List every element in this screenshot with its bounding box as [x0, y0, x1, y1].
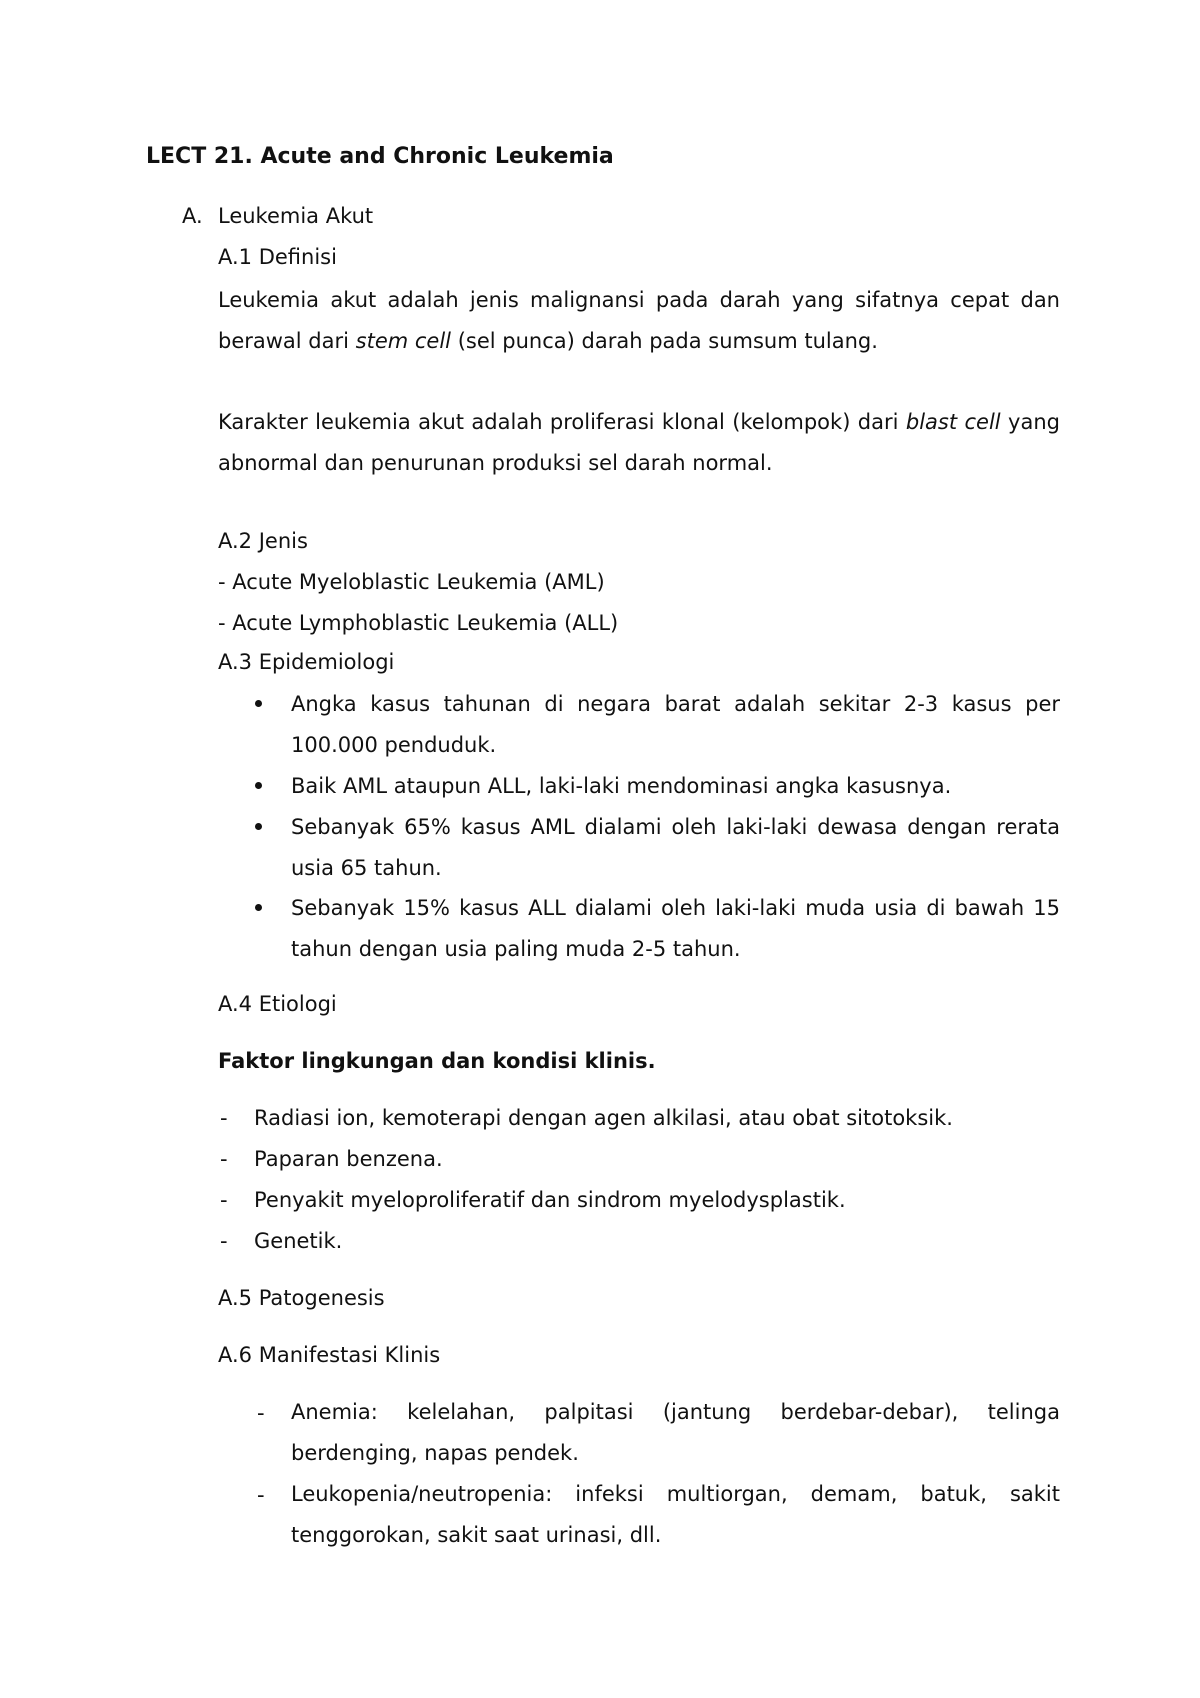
a3-bullet-3: Sebanyak 65% kasus AML dialami oleh laki-laki dewasa dengan rerata usia 65 tahun. — [291, 815, 1060, 880]
a4-item-4: Genetik. — [254, 1229, 343, 1253]
a1-p2-text-end: yang abnormal dan penurunan produksi sel darah normal. — [218, 410, 1060, 475]
a1-p2-italic: blast cell — [905, 410, 1001, 434]
a6-dash-marker: - — [257, 1401, 265, 1425]
a4-subheading: Faktor lingkungan dan kondisi klinis. — [218, 1049, 656, 1073]
a3-bullet-4: Sebanyak 15% kasus ALL dialami oleh laki-laki muda usia di bawah 15 tahun dengan usia paling muda 2-5 tahun. — [291, 896, 1060, 961]
section-a-marker: A. — [182, 204, 203, 228]
a6-item-1: Anemia: kelelahan, palpitasi (jantung berdebar-debar), telinga berdenging, napas pendek. — [291, 1400, 1060, 1465]
a2-item-aml: - Acute Myeloblastic Leukemia (AML) — [218, 570, 605, 594]
a3-heading: A.3 Epidemiologi — [218, 650, 395, 674]
bullet-dot-icon — [255, 823, 262, 830]
a5-heading: A.5 Patogenesis — [218, 1286, 385, 1310]
a4-item-2: Paparan benzena. — [254, 1147, 443, 1171]
a4-dash-marker: - — [220, 1229, 228, 1253]
a1-p1-italic: stem cell — [355, 329, 452, 353]
bullet-dot-icon — [255, 782, 262, 789]
a4-dash-marker: - — [220, 1188, 228, 1212]
a6-heading: A.6 Manifestasi Klinis — [218, 1343, 441, 1367]
a4-heading: A.4 Etiologi — [218, 992, 337, 1016]
a4-dash-marker: - — [220, 1106, 228, 1130]
a6-dash-marker: - — [257, 1483, 265, 1507]
document-title: LECT 21. Acute and Chronic Leukemia — [146, 144, 614, 169]
a2-heading: A.2 Jenis — [218, 529, 308, 553]
a1-p1-text: Leukemia akut adalah jenis malignansi pada darah yang sifatnya cepat dan berawal dari — [218, 288, 1060, 353]
a6-item-2: Leukopenia/neutropenia: infeksi multiorgan, demam, batuk, sakit tenggorokan, sakit saat urinasi, dll. — [291, 1482, 1060, 1547]
a3-bullet-1: Angka kasus tahunan di negara barat adalah sekitar 2-3 kasus per 100.000 penduduk. — [291, 692, 1060, 757]
a1-p2-text: Karakter leukemia akut adalah proliferasi klonal (kelompok) dari — [218, 410, 906, 434]
a4-item-3: Penyakit myeloproliferatif dan sindrom myelodysplastik. — [254, 1188, 846, 1212]
a4-item-1: Radiasi ion, kemoterapi dengan agen alkilasi, atau obat sitotoksik. — [254, 1106, 953, 1130]
a1-paragraph-1 — [218, 280, 1060, 362]
a3-bullet-2: Baik AML ataupun ALL, laki-laki mendominasi angka kasusnya. — [291, 774, 952, 798]
a1-heading: A.1 Definisi — [218, 245, 337, 269]
a4-dash-marker: - — [220, 1147, 228, 1171]
a1-p1-text-end: (sel punca) darah pada sumsum tulang. — [451, 329, 878, 353]
bullet-dot-icon — [255, 904, 262, 911]
a2-item-all: - Acute Lymphoblastic Leukemia (ALL) — [218, 611, 619, 635]
a1-paragraph-2 — [218, 402, 1060, 484]
section-a-heading: Leukemia Akut — [218, 204, 374, 228]
bullet-dot-icon — [255, 700, 262, 707]
